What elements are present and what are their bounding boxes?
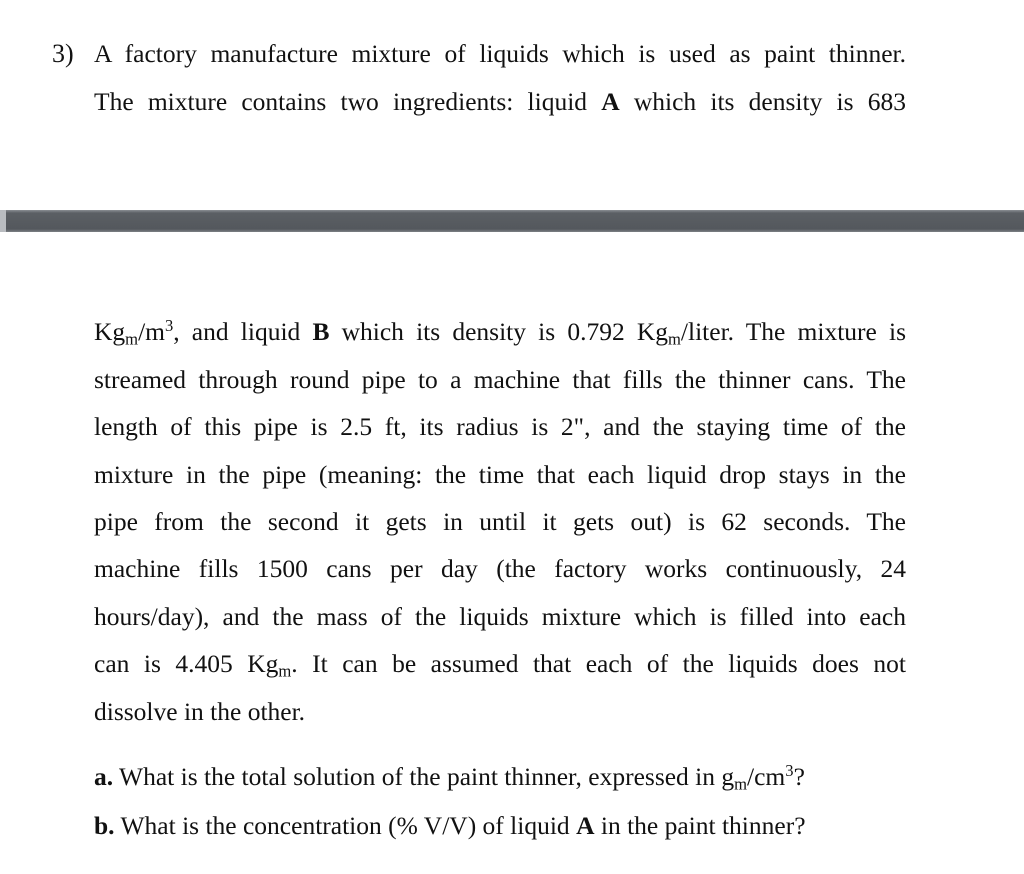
unit-per-m: /m <box>138 317 165 346</box>
body-line-8-text-a: can is 4.405 Kg <box>94 649 279 678</box>
part-a-end: ? <box>793 762 805 791</box>
liquid-a-label: A <box>601 87 620 116</box>
page-break-bar <box>0 210 1024 232</box>
unit-sub-m-2: m <box>668 329 681 349</box>
body-line-3 <box>94 411 906 443</box>
body-line-1-text-a: , and liquid <box>173 317 313 346</box>
body-line-4 <box>94 459 906 491</box>
part-a-unit-sup: 3 <box>785 760 794 780</box>
body-line-8-text-b: . It can be assumed that each of the liquids does not <box>291 649 906 678</box>
body-line-1-text-b: which its density is 0.792 Kg <box>329 317 669 346</box>
body-line-5 <box>94 506 906 538</box>
body-line-9-text: dissolve in the other. <box>94 697 306 726</box>
part-a-unit-cm: /cm <box>747 762 786 791</box>
body-line-7 <box>94 601 906 633</box>
body-line-2 <box>94 364 906 396</box>
question-part-b <box>94 810 906 842</box>
body-line-5-text: pipe from the second it gets in until it gets out) is 62 seconds. The <box>94 507 906 536</box>
part-b-liquid-a: A <box>576 811 595 840</box>
intro-line-2-text-b: which its density is 683 <box>619 87 906 116</box>
body-line-2-text: streamed through round pipe to a machine that fills the thinner cans. The <box>94 365 906 394</box>
body-line-1-text-c: /liter. The mixture is <box>680 317 906 346</box>
unit-sub-m-3: m <box>278 661 292 681</box>
part-b-end: in the paint thinner? <box>594 811 806 840</box>
unit-sub-m: m <box>125 329 139 349</box>
body-line-6-text: machine fills 1500 cans per day (the factory works continuously, 24 <box>94 554 906 583</box>
intro-line-2-text-a: The mixture contains two ingredients: liquid <box>94 87 602 116</box>
part-b-text: What is the concentration (% V/V) of liquid <box>114 811 577 840</box>
body-line-6 <box>94 553 906 585</box>
body-line-9 <box>94 696 906 728</box>
part-a-text: What is the total solution of the paint thinner, expressed in g <box>113 762 735 791</box>
intro-line-2 <box>94 86 906 118</box>
unit-sup-3: 3 <box>164 315 174 335</box>
body-line-7-text: hours/day), and the mass of the liquids mixture which is filled into each <box>94 602 906 631</box>
intro-line-1-text: A factory manufacture mixture of liquids which is used as paint thinner. <box>94 39 906 68</box>
body-line-3-text: length of this pipe is 2.5 ft, its radius is 2", and the staying time of the <box>94 412 906 441</box>
question-number: 3) <box>52 39 74 68</box>
unit-kg: Kg <box>94 317 126 346</box>
intro-line-1 <box>94 38 906 70</box>
body-line-1 <box>94 316 906 348</box>
question-part-a <box>94 761 906 793</box>
part-a-unit-sub: m <box>734 774 748 794</box>
page-break-bar-cap <box>0 210 6 232</box>
part-b-label: b. <box>94 811 115 840</box>
body-line-4-text: mixture in the pipe (meaning: the time that each liquid drop stays in the <box>94 460 906 489</box>
part-a-label: a. <box>94 762 114 791</box>
body-line-8 <box>94 648 906 680</box>
liquid-b-label: B <box>312 317 330 346</box>
